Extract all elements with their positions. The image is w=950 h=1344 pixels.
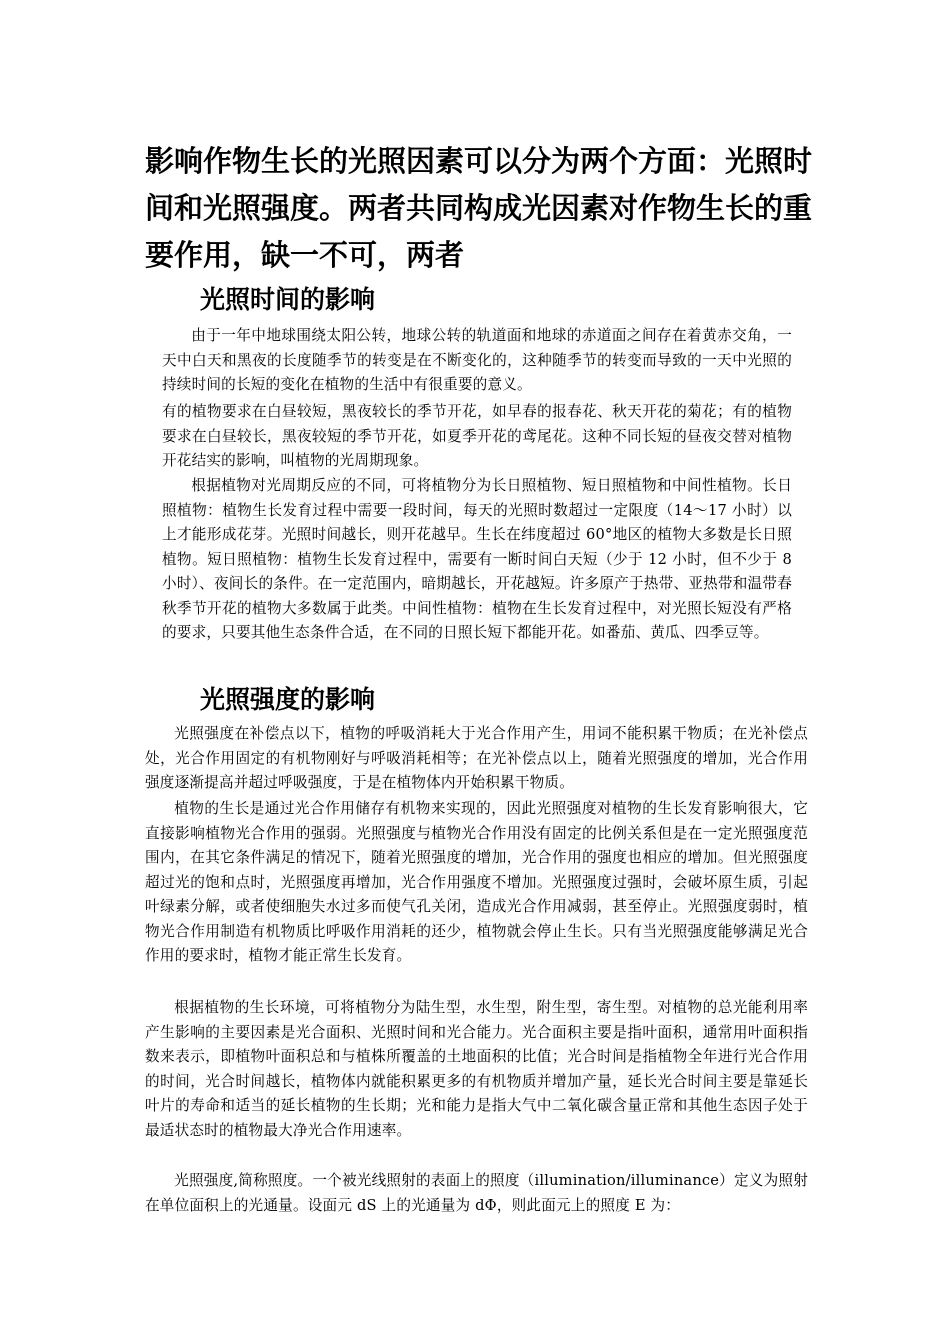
paragraph-2-1: 光照强度在补偿点以下，植物的呼吸消耗大于光合作用产生，用词不能积累干物质；在光补偿点处，光合作用固定的有机物刚好与呼吸消耗相等；在光补偿点以上，随着光照强度的增加，光合作用强度逐渐提高并超过呼吸强度，于是在植物体内开始积累干物质。	[145, 725, 808, 791]
paragraph-2-4: 光照强度,简称照度。一个被光线照射的表面上的照度（illumination/illuminance）定义为照射在单位面积上的光通量。设面元 dS 上的光通量为 dΦ，则此面元上的照度 E 为：	[145, 1172, 808, 1214]
paragraph-1-3: 根据植物对光周期反应的不同，可将植物分为长日照植物、短日照植物和中间性植物。长日照植物：植物生长发育过程中需要一段时间，每天的光照时数超过一定限度（14～17 小时）以上才能形成花芽。光照时间越长，则开花越早。生长在纬度超过 60°地区的植物大多数是长日照植物。短日照植物：植物生长发育过程中，需要有一断时间白天短（少于 12 小时，但不少于 8 小时）、夜间长的条件。在一定范围内，暗期越长，开花越短。许多原产于热带、亚热带和温带春秋季节开花的植物大多数属于此类。中间性植物：植物在生长发育过程中，对光照长短没有严格的要求，只要其他生态条件合适，在不同的日照长短下都能开花。如番茄、黄瓜、四季豆等。	[162, 477, 792, 641]
section-heading-light-intensity: 光照强度的影响	[200, 685, 376, 714]
section-heading-light-duration: 光照时间的影响	[200, 285, 376, 314]
paragraph-1-1: 由于一年中地球围绕太阳公转，地球公转的轨道面和地球的赤道面之间存在着黄赤交角，一天中白天和黑夜的长度随季节的转变是在不断变化的，这种随季节的转变而导致的一天中光照的持续时间的长短的变化在植物的生活中有很重要的意义。	[162, 327, 792, 393]
paragraph-1-2: 有的植物要求在白昼较短，黑夜较长的季节开花，如早春的报春花、秋天开花的菊花；有的植物要求在白昼较长，黑夜较短的季节开花，如夏季开花的鸢尾花。这种不同长短的昼夜交替对植物开花结实的影响，叫植物的光周期现象。	[162, 403, 792, 469]
paragraph-2-2: 植物的生长是通过光合作用储存有机物来实现的，因此光照强度对植物的生长发育影响很大，它直接影响植物光合作用的强弱。光照强度与植物光合作用没有固定的比例关系但是在一定光照强度范围内，在其它条件满足的情况下，随着光照强度的增加，光合作用的强度也相应的增加。但光照强度超过光的饱和点时，光照强度再增加，光合作用强度不增加。光照强度过强时，会破坏原生质，引起叶绿素分解，或者使细胞失水过多而使气孔关闭，造成光合作用减弱，甚至停止。光照强度弱时，植物光合作用制造有机物质比呼吸作用消耗的还少，植物就会停止生长。只有当光照强度能够满足光合作用的要求时，植物才能正常生长发育。	[145, 800, 808, 964]
document-title: 影响作物生长的光照因素可以分为两个方面：光照时间和光照强度。两者共同构成光因素对作物生长的重要作用，缺一不可，两者	[145, 144, 813, 272]
paragraph-2-3: 根据植物的生长环境，可将植物分为陆生型，水生型，附生型，寄生型。对植物的总光能利用率产生影响的主要因素是光合面积、光照时间和光合能力。光合面积主要是指叶面积，通常用叶面积指数来表示，即植物叶面积总和与植株所覆盖的土地面积的比值；光合时间是指植物全年进行光合作用的时间，光合时间越长，植物体内就能积累更多的有机物质并增加产量，延长光合时间主要是靠延长叶片的寿命和适当的延长植物的生长期；光和能力是指大气中二氧化碳含量正常和其他生态因子处于最适状态时的植物最大净光合作用速率。	[145, 999, 808, 1139]
